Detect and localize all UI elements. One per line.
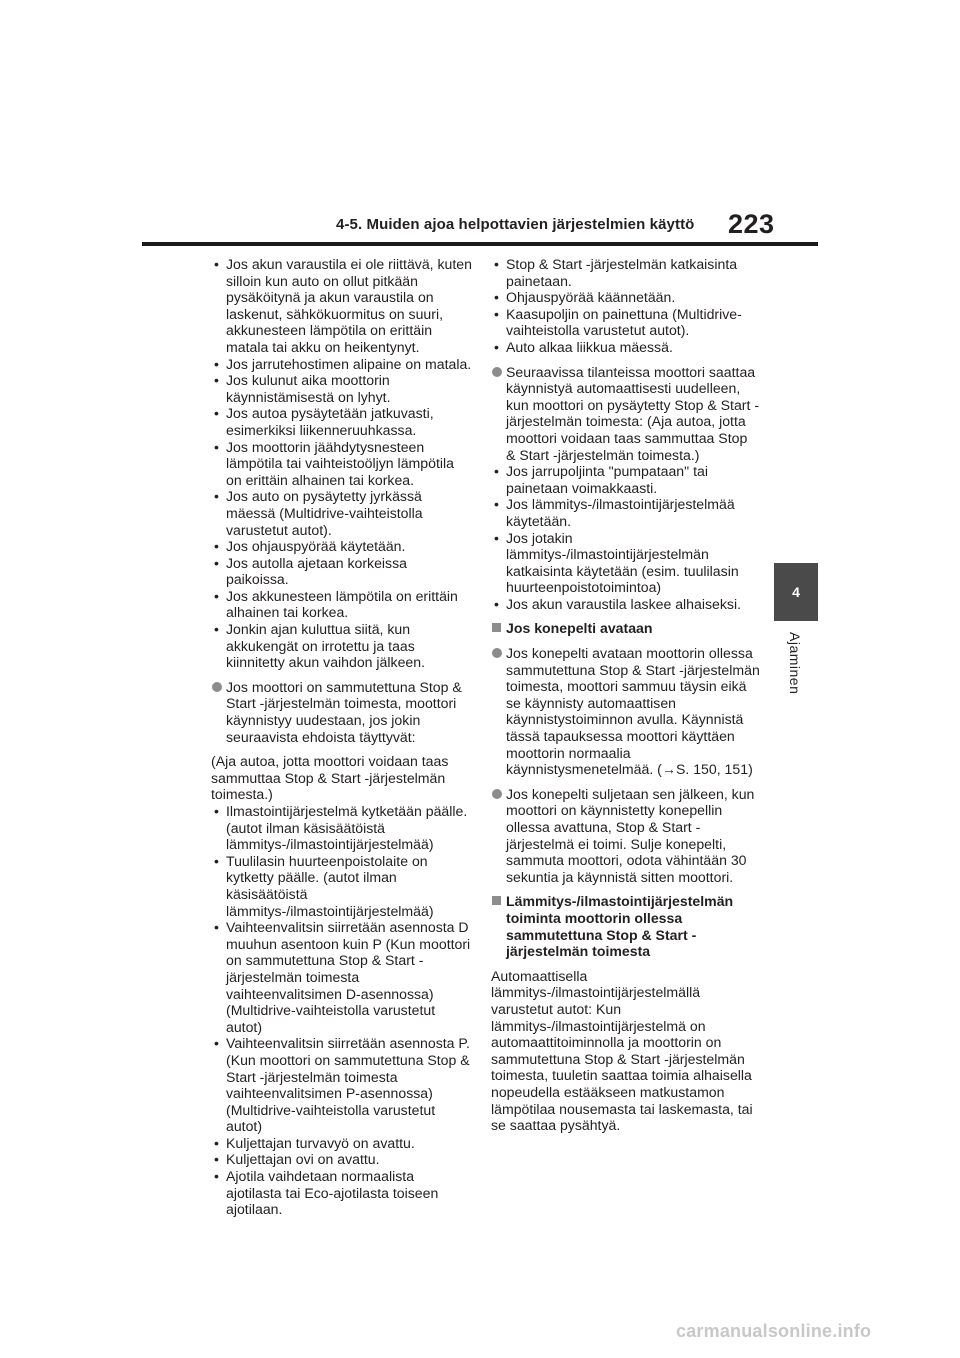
list-item: • Jos akun varaustila ei ole riittävä, kuten silloin kun auto on ollut pitkään pysäköitynä ja akun varaustila on laskenut, sähkökuormitus on suuri, akkunesteen lämpötila on erittäin matala tai akku on heikentynyt. [211,256,473,356]
list-item: • Jos auto on pysäytetty jyrkässä mäessä (Multidrive-vaihteistolla varustetut autot). [211,488,473,538]
circle-bullet-icon [212,682,222,692]
list-item: • Ilmastointijärjestelmä kytketään päälle. (autot ilman käsisäätöistä lämmitys-/ilmastointijärjestelmää) [211,803,473,853]
list-item: • Tuulilasin huurteenpoistolaite on kytketty päälle. (autot ilman käsisäätöistä lämmitys-/ilmastointijärjestelmää) [211,853,473,919]
list-item: • Kuljettajan turvavyö on avattu. [211,1135,473,1152]
list-item: • Kaasupoljin on painettuna (Multidrive-vaihteistolla varustetut autot). [491,306,760,339]
info-paragraph-text: Jos konepelti suljetaan sen jälkeen, kun moottori on käynnistetty konepellin ollessa avattuna, Stop & Start -järjestelmä ei toimi. Sulje konepelti, sammuta moottori, odota vähintään 30 sekuntia ja käynnistä sitten moottori. [506,785,755,885]
page-number: 223 [728,209,775,239]
square-bullet-icon [492,896,501,905]
info-paragraph [211,679,473,745]
list-item: • Jos autoa pysäytetään jatkuvasti, esimerkiksi liikenneruuhkassa. [211,405,473,438]
left-column [211,256,473,1218]
list-item: • Jos autolla ajetaan korkeissa paikoissa. [211,555,473,588]
list-item: • Jos jotakin lämmitys-/ilmastointijärjestelmän katkaisinta käytetään (esim. tuulilasin huurteenpoistotoimintoa) [491,530,760,596]
list-item: • Ajotila vaihdetaan normaalista ajotilasta tai Eco-ajotilasta toiseen ajotilaan. [211,1168,473,1218]
list-item: • Ohjauspyörää käännetään. [491,289,760,306]
square-bullet-icon [492,623,501,632]
info-paragraph-text: Jos moottori on sammutettuna Stop & Start -järjestelmän toimesta, moottori käynnistyy uudestaan, jos jokin seuraavista ehdoista täyttyvät: [226,678,462,745]
chapter-tab: 4 [774,563,818,621]
list-item: • Jonkin ajan kuluttua siitä, kun akkukengät on irrotettu ja taas kiinnitetty akun vaihdon jälkeen. [211,621,473,671]
list-item: • Stop & Start -järjestelmän katkaisinta painetaan. [491,256,760,289]
subsection-heading-text: Jos konepelti avataan [506,620,653,637]
paragraph: Automaattisella lämmitys-/ilmastointijärjestelmällä varustetut autot: Kun lämmitys-/ilmastointijärjestelmä on automaattitoiminnolla ja moottorin on sammutettuna Stop & Start -järjestelmän toimesta, tuuletin saattaa toimia alhaisella nopeudella estääkseen matkustamon lämpötilaa nousemasta tai laskemasta, tai se saattaa pysähtyä. [491,967,753,1134]
bullet-list [211,256,473,671]
info-paragraph-text: Seuraavissa tilanteissa moottori saattaa käynnistyä automaattisesti uudelleen, kun moottori on pysäytetty Stop & Start -järjestelmän toimesta: (Aja autoa, jotta moottori voidaan taas sammuttaa Stop & Start -järjestelmän toimesta.) [506,363,760,463]
list-item: • Jos jarrupoljinta "pumpataan" tai painetaan voimakkaasti. [491,463,760,496]
info-paragraph [491,364,760,464]
paragraph: (Aja autoa, jotta moottori voidaan taas sammuttaa Stop & Start -järjestelmän toimesta.) [211,753,449,803]
chapter-label: Ajaminen [787,632,803,695]
list-item: • Auto alkaa liikkua mäessä. [491,339,760,356]
list-item: • Vaihteenvalitsin siirretään asennosta D muuhun asentoon kuin P (Kun moottori on sammutettuna Stop & Start -järjestelmän toimesta vaihteenvalitsimen D-asennossa) (Multidrive-vaihteistolla varustetut autot) [211,919,473,1035]
bullet-list [491,463,760,612]
list-item: • Jos kulunut aika moottorin käynnistämisestä on lyhyt. [211,372,473,405]
watermark-link[interactable]: carmanualsonline.info [676,1321,872,1341]
right-column [491,256,760,1134]
bullet-list [211,803,473,1218]
list-item: • Jos akun varaustila laskee alhaiseksi. [491,596,760,613]
list-item: • Jos moottorin jäähdytysnesteen lämpötila tai vaihteistoöljyn lämpötila on erittäin alhainen tai korkea. [211,439,473,489]
bullet-list [491,256,760,356]
subsection-heading-text: Lämmitys-/ilmastointijärjestelmän toiminta moottorin ollessa sammutettuna Stop & Start -järjestelmän toimesta [506,893,734,960]
list-item: • Jos akkunesteen lämpötila on erittäin alhainen tai korkea. [211,588,473,621]
circle-bullet-icon [492,367,502,377]
header-rule [142,242,818,246]
circle-bullet-icon [492,789,502,799]
list-item: • Jos jarrutehostimen alipaine on matala. [211,356,473,373]
list-item: • Jos lämmitys-/ilmastointijärjestelmää käytetään. [491,496,760,529]
list-item: • Vaihteenvalitsin siirretään asennosta P. (Kun moottori on sammutettuna Stop & Start -järjestelmän toimesta vaihteenvalitsimen P-asennossa) (Multidrive-vaihteistolla varustetut autot) [211,1035,473,1135]
section-title: 4-5. Muiden ajoa helpottavien järjestelmien käyttö [336,216,695,233]
list-item: • Kuljettajan ovi on avattu. [211,1151,473,1168]
subsection-heading [491,620,760,637]
info-paragraph [491,645,760,778]
circle-bullet-icon [492,648,502,658]
subsection-heading [491,893,760,959]
info-paragraph-text: Jos konepelti avataan moottorin ollessa sammutettuna Stop & Start -järjestelmän toimesta, moottori sammuu täysin eikä se käynnisty automaattisen käynnistystoiminnon avulla. Käynnistä tässä tapauksessa moottori käyttäen moottorin normaalia käynnistysmenetelmää. (→S. 150, 151) [506,645,760,778]
info-paragraph [491,786,760,886]
list-item: • Jos ohjauspyörää käytetään. [211,538,473,555]
